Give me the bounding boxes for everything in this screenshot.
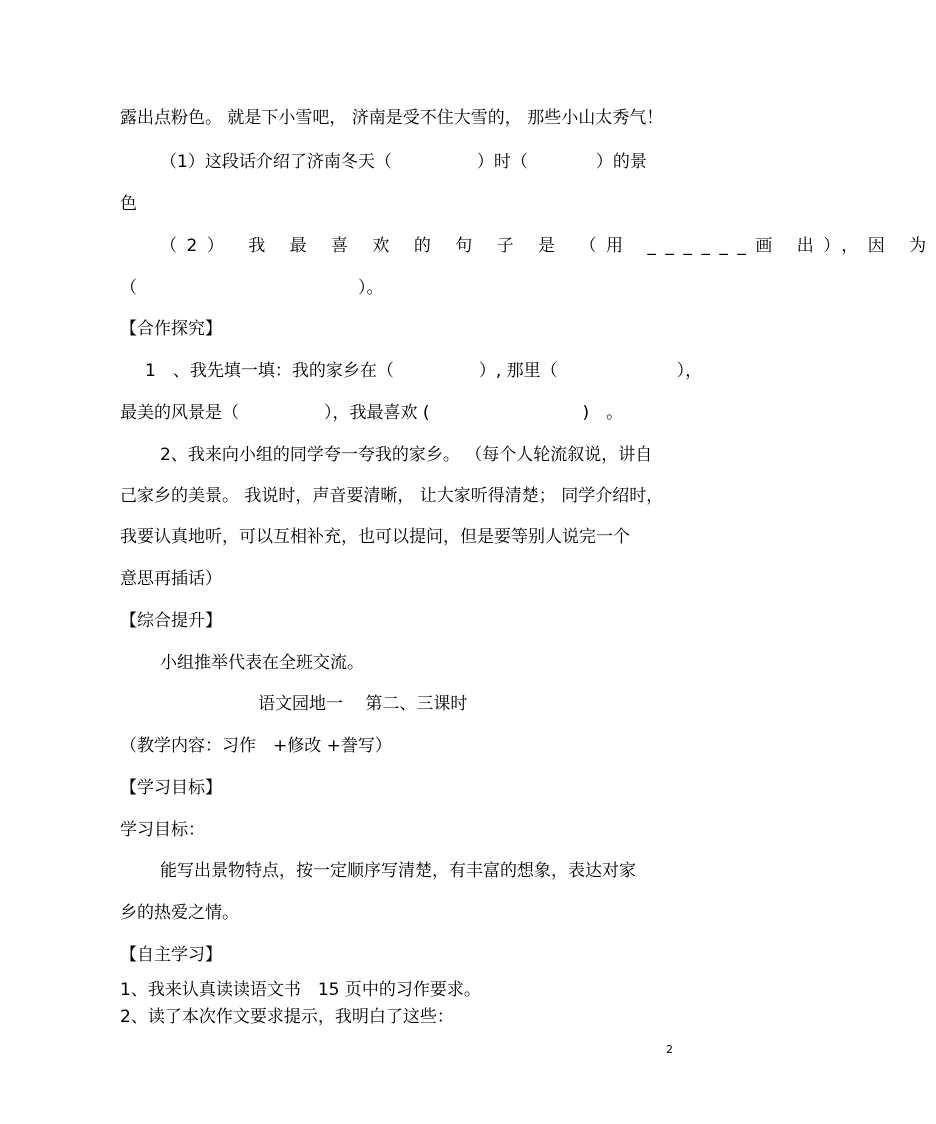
question-2-line: （2） 我 最 喜 欢 的 句 子 是 （用 ______画 出），因 为 bbox=[160, 236, 936, 256]
comprehensive-text: 小组推举代表在全班交流。 bbox=[160, 653, 364, 673]
learning-goals-label: 学习目标： bbox=[120, 820, 205, 840]
task-2-line-3: 我要认真地听，可以互相补充，也可以提问，但是要等别人说完一个 bbox=[120, 527, 630, 547]
section-heading-comprehensive: 【综合提升】 bbox=[120, 611, 222, 631]
section-heading-self-study: 【自主学习】 bbox=[120, 945, 222, 965]
learning-goals-text: 能写出景物特点，按一定顺序写清楚，有丰富的想象，表达对家 bbox=[160, 861, 636, 881]
self-study-item-1: 1、我来认真读读语文书 15 页中的习作要求。 bbox=[120, 980, 481, 1000]
teaching-content: （教学内容：习作 +修改 +誊写） bbox=[120, 736, 392, 756]
task-2-line-4: 意思再插话） bbox=[120, 569, 222, 589]
task-1-line: 1 、我先填一填：我的家乡在（ ）, 那里（ ）， bbox=[145, 361, 703, 381]
section-heading-learning-goals: 【学习目标】 bbox=[120, 778, 222, 798]
text-line-1: 露出点粉色。 就是下小雪吧， 济南是受不住大雪的， 那些小山太秀气！ bbox=[120, 108, 664, 128]
section-heading-cooperative-inquiry: 【合作探究】 bbox=[120, 319, 222, 339]
learning-goals-continuation: 乡的热爱之情。 bbox=[120, 903, 239, 923]
task-2-line: 2、我来向小组的同学夸一夸我的家乡。 （每个人轮流叙说，讲自 bbox=[160, 445, 653, 465]
question-2-continuation: （ ）。 bbox=[120, 278, 384, 298]
lesson-title: 语文园地一 第二、三课时 bbox=[258, 694, 468, 714]
page-number: 2 bbox=[666, 1043, 673, 1056]
task-2-line-2: 己家乡的美景。 我说时，声音要清晰， 让大家听得清楚； 同学介绍时， bbox=[120, 486, 664, 506]
question-1-line: （1）这段话介绍了济南冬天（ ）时（ ）的景 bbox=[160, 152, 647, 172]
question-1-continuation: 色 bbox=[120, 194, 137, 214]
self-study-item-2: 2、读了本次作文要求提示，我明白了这些： bbox=[120, 1007, 454, 1027]
task-1-continuation: 最美的风景是（ ），我最喜欢 ( ) 。 bbox=[120, 403, 624, 423]
